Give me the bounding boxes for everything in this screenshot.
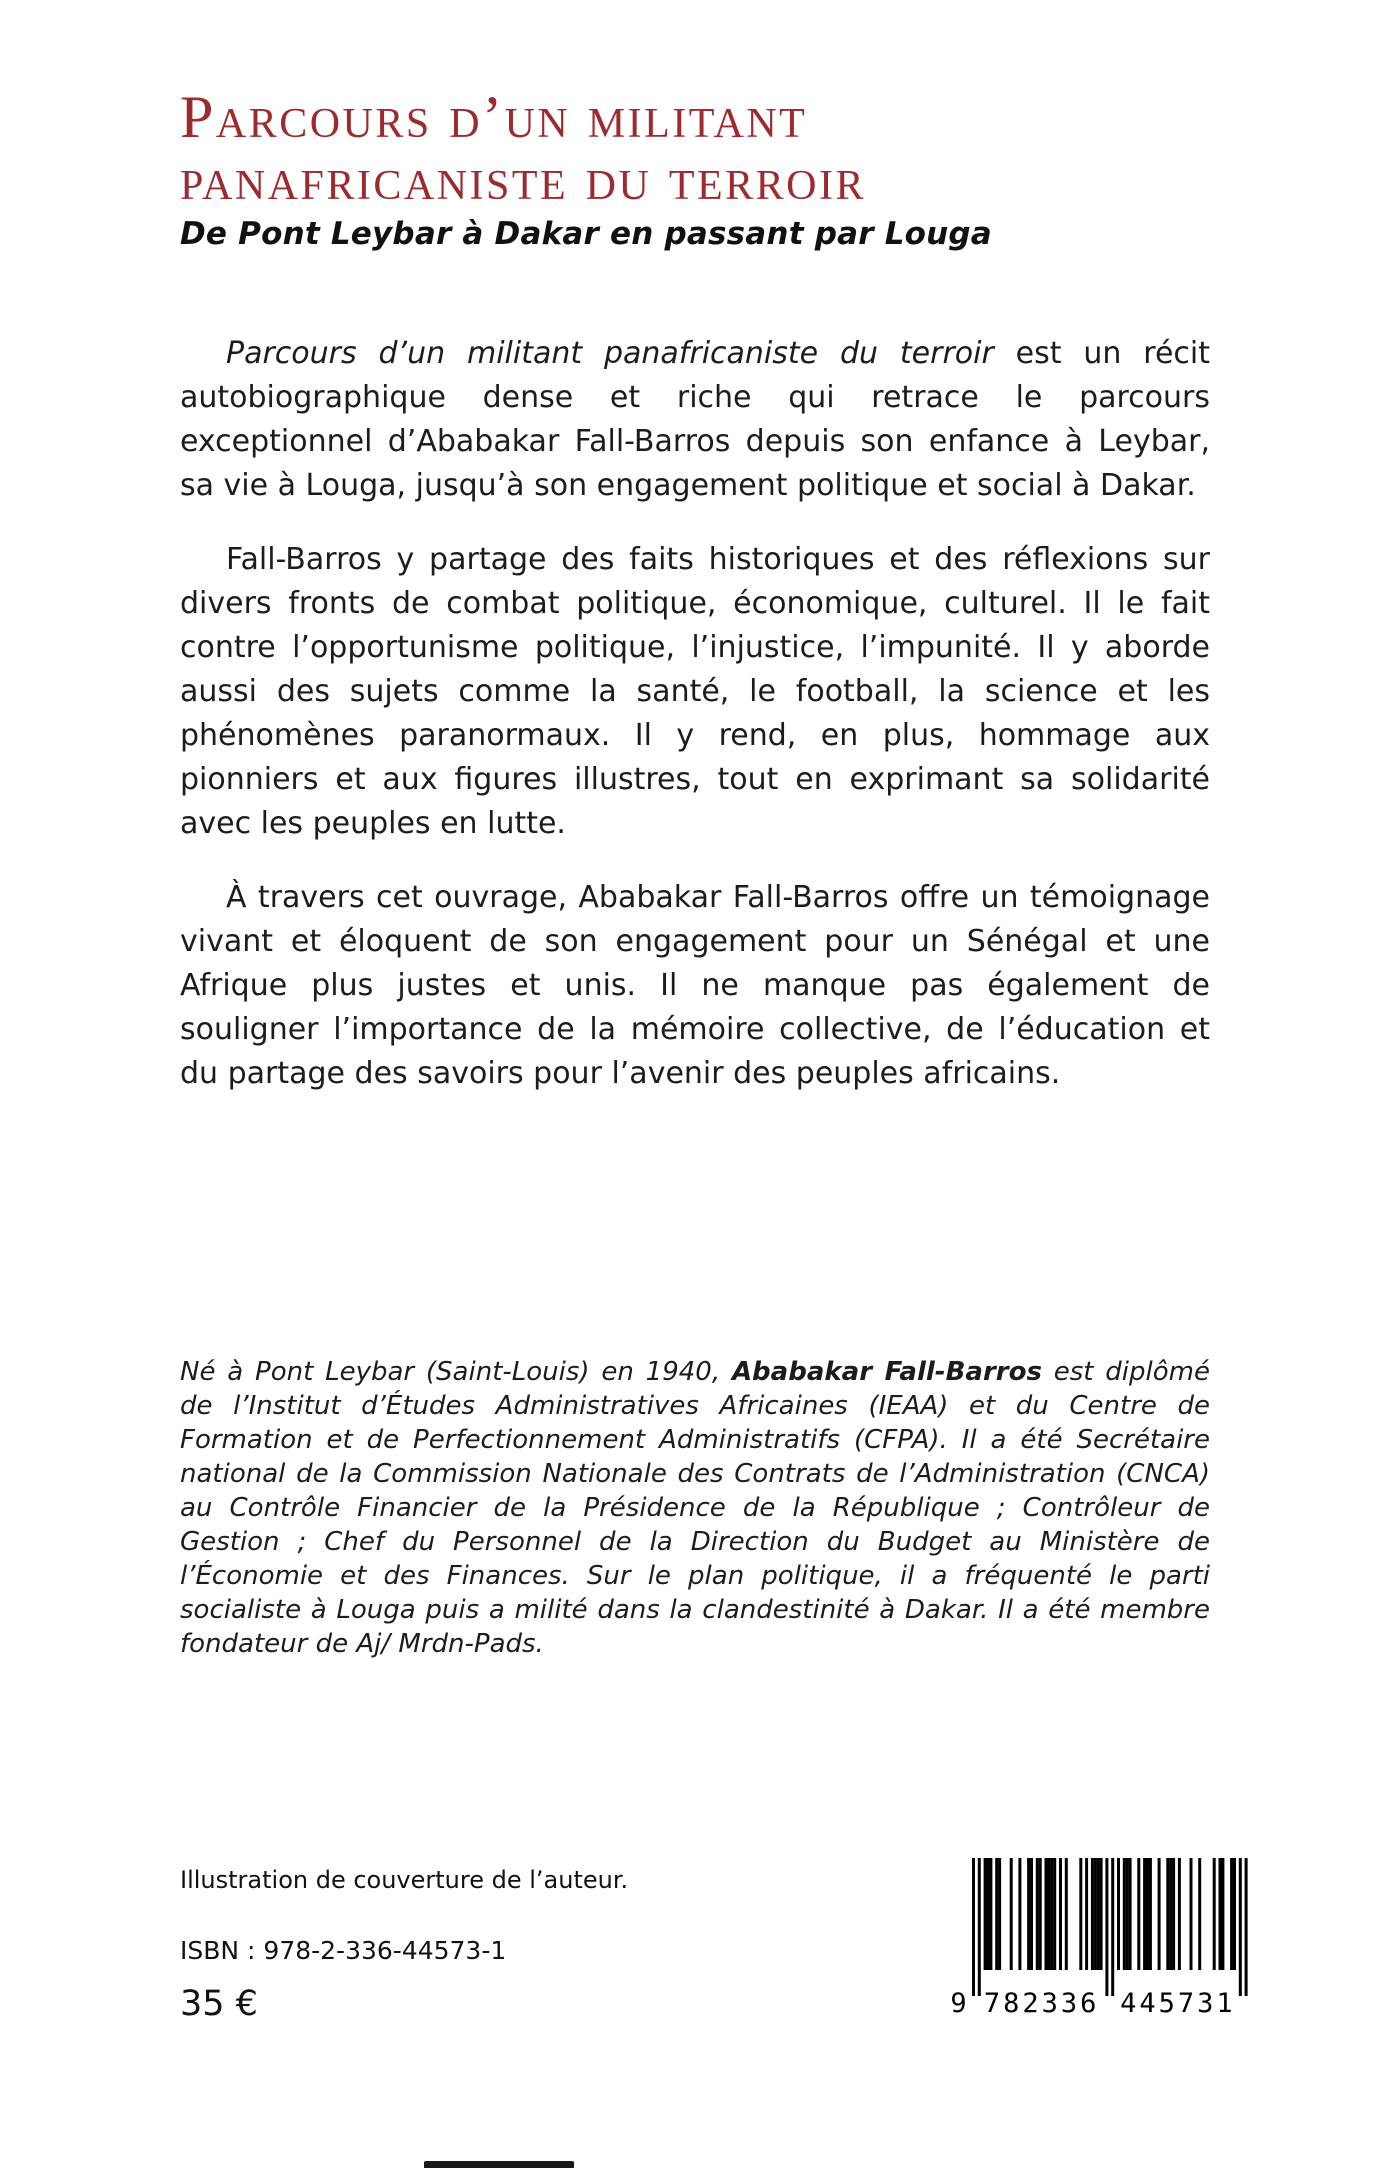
author-bio — [180, 1355, 1210, 1661]
book-title — [180, 86, 866, 211]
text-run: Fall-Barros y partage des faits historiques et des réflexions sur divers fronts de combat politique, économique, culturel. Il le fait contre l’opportunisme politique, l’injustice, l’impunité. Il y aborde aussi des sujets comme la santé, le football, la science et les phénomènes paranormaux. Il y rend, en plus, hommage aux pionniers et aux figures illustres, tout en exprimant sa solidarité avec les peuples en lutte. — [180, 542, 1210, 841]
synopsis — [180, 332, 1210, 1126]
svg-text:782336: 782336 — [983, 1988, 1100, 2019]
book-title-line1: Parcours d’un militant — [180, 84, 808, 150]
book-subtitle: De Pont Leybar à Dakar en passant par Louga — [180, 216, 992, 252]
svg-text:445731: 445731 — [1120, 1988, 1236, 2019]
book-title-line2: panafricaniste du terroir — [180, 146, 867, 213]
text-run: Parcours d’un militant panafricaniste du terroir — [226, 336, 994, 371]
isbn-text: ISBN : 978-2-336-44573-1 — [180, 1936, 507, 1965]
text-run: Né à Pont Leybar (Saint-Louis) en 1940, — [180, 1357, 732, 1387]
text-run: À travers cet ouvrage, Ababakar Fall-Barros offre un témoignage vivant et éloquent de son engagement pour un Sénégal et une Afrique plus justes et unis. Il ne manque pas également de souligner l’importance de la mémoire collective, de l’éducation et du partage des savoirs pour l’avenir des peuples africains. — [180, 880, 1210, 1091]
page-edge-artifact — [424, 2161, 574, 2168]
text-run: Ababakar Fall-Barros — [731, 1357, 1042, 1387]
ean13-barcode — [948, 1856, 1260, 2024]
synopsis-paragraph-1 — [180, 332, 1210, 508]
ean13-barcode-svg — [948, 1856, 1260, 2020]
illustration-credit: Illustration de couverture de l’auteur. — [180, 1866, 629, 1894]
svg-text:9: 9 — [950, 1988, 970, 2019]
text-run: est diplômé de l’Institut d’Études Administratives Africaines (IEAA) et du Centre de Formation et de Perfectionnement Administratifs (CFPA). Il a été Secrétaire national de la Commission Nationale des Contrats de l’Administration (CNCA) au Contrôle Financier de la Présidence de la République ; Contrôleur de Gestion ; Chef du Personnel de la Direction du Budget au Ministère de l’Économie et des Finances. Sur le plan politique, il a fréquenté le parti socialiste à Louga puis a milité dans la clandestinité à Dakar. Il a été membre fondateur de Aj/ Mrdn-Pads. — [180, 1357, 1210, 1659]
synopsis-paragraph-2 — [180, 538, 1210, 846]
text-run: est un récit autobiographique dense et riche qui retrace le parcours exceptionnel d’Ababakar Fall-Barros depuis son enfance à Leybar, sa vie à Louga, jusqu’à son engagement politique et social à Dakar. — [180, 336, 1210, 503]
synopsis-paragraph-3 — [180, 876, 1210, 1096]
price-text: 35 € — [180, 1984, 258, 2024]
